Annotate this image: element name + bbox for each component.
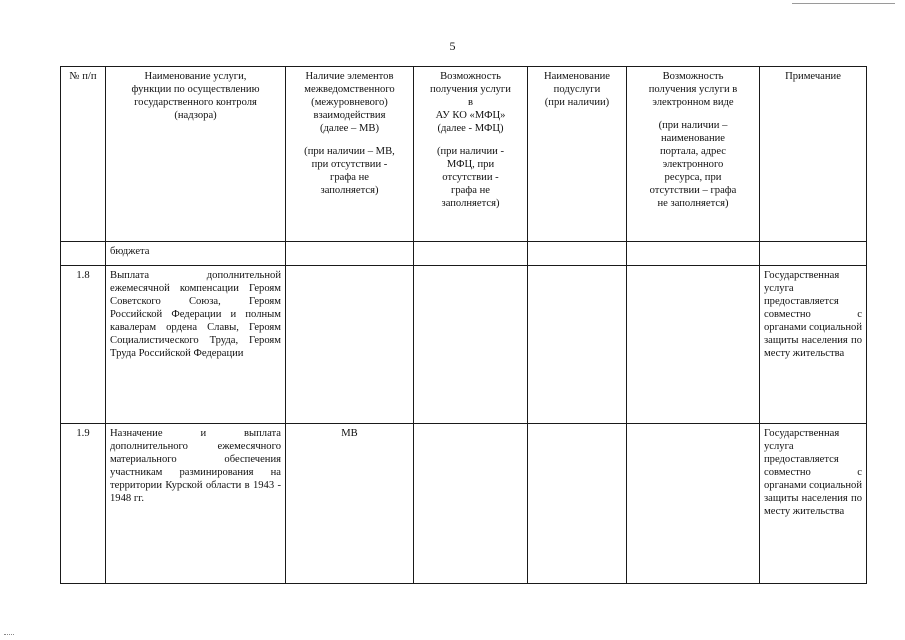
continuation-sub-cell — [528, 242, 627, 266]
table-row-continuation — [61, 242, 867, 266]
note-cell: Государственная услуга предоставляется совместно с органами социальной защиты населения по месту жительства — [760, 424, 867, 584]
header-mv: Наличие элементов межведомственного (межуровневого) взаимодействия (далее – МВ) (при наличии – МВ, при отсутствии - графа не заполняется) — [286, 67, 414, 242]
table-row — [61, 266, 867, 424]
service-name: Назначение и выплата дополнительного ежемесячного материального обеспечения участникам разминирования на территории Курской области в 1943 - 1948 гг. — [106, 424, 286, 584]
services-table — [60, 66, 867, 584]
subservice-cell — [528, 424, 627, 584]
continuation-mfc-cell — [414, 242, 528, 266]
service-name: Выплата дополнительной ежемесячной компенсации Героям Советского Союза, Героям Российской Федерации и полным кавалерам ордена Славы, Героям Социалистического Труда, Героям Труда Российской Федерации — [106, 266, 286, 424]
continuation-el-cell — [627, 242, 760, 266]
header-mfc: Возможность получения услуги в АУ КО «МФЦ» (далее - МФЦ) (при наличии - МФЦ, при отсутствии - графа не заполняется) — [414, 67, 528, 242]
table-header-row — [61, 67, 867, 242]
top-right-rule — [792, 3, 895, 4]
note-cell: Государственная услуга предоставляется совместно с органами социальной защиты населения по месту жительства — [760, 266, 867, 424]
continuation-num-cell — [61, 242, 106, 266]
mv-cell: МВ — [286, 424, 414, 584]
continuation-mv-cell — [286, 242, 414, 266]
continuation-note-cell — [760, 242, 867, 266]
header-note: Примечание — [760, 67, 867, 242]
row-number: 1.8 — [61, 266, 106, 424]
table-row — [61, 424, 867, 584]
scan-edge-mark — [4, 634, 14, 635]
header-electronic: Возможность получения услуги в электронном виде (при наличии – наименование портала, адрес электронного ресурса, при отсутствии – графа не заполняется) — [627, 67, 760, 242]
subservice-cell — [528, 266, 627, 424]
page-number: 5 — [449, 39, 456, 53]
mfc-cell — [414, 266, 528, 424]
header-subservice: Наименование подуслуги (при наличии) — [528, 67, 627, 242]
header-num: № п/п — [61, 67, 106, 242]
electronic-cell — [627, 424, 760, 584]
row-number: 1.9 — [61, 424, 106, 584]
mfc-cell — [414, 424, 528, 584]
header-service-name: Наименование услуги, функции по осуществлению государственного контроля (надзора) — [106, 67, 286, 242]
mv-cell — [286, 266, 414, 424]
continuation-name-cell: бюджета — [106, 242, 286, 266]
electronic-cell — [627, 266, 760, 424]
